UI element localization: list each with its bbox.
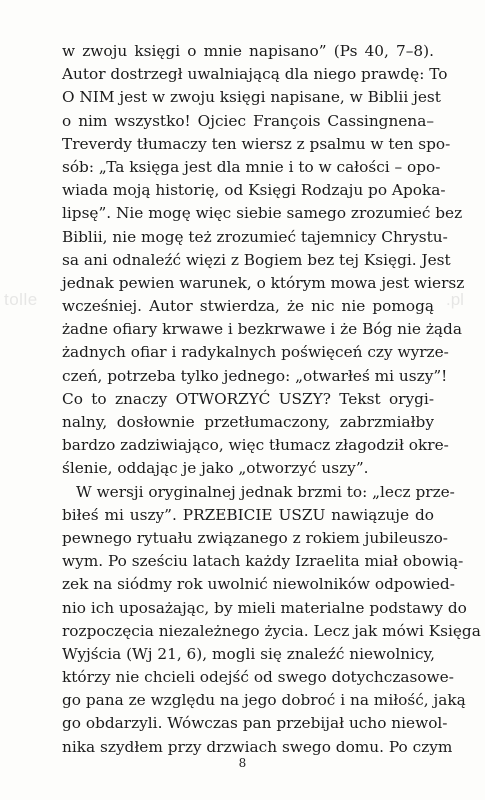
page-number: 8 — [238, 756, 247, 770]
text-line: żadne ofiary krwawe i bezkrwawe i że Bóg nie żąda — [62, 320, 462, 339]
text-line: bardzo zadziwiająco, więc tłumacz złagodził okre- — [62, 436, 449, 455]
text-line: go pana ze względu na jego dobroć i na miłość, jaką — [62, 691, 466, 710]
text-line: jednak pewien warunek, o którym mowa jest wiersz — [62, 273, 465, 292]
text-line: lipsę”. Nie mogę więc siebie samego zrozumieć bez — [62, 204, 463, 223]
text-line: pewnego rytuału związanego z rokiem jubileuszo- — [62, 528, 448, 547]
paragraph-2 — [62, 481, 481, 759]
text-line: W wersji oryginalnej jednak brzmi to: „lecz prze- — [76, 482, 455, 501]
text-line: którzy nie chcieli odejść od swego dotychczasowe- — [62, 668, 454, 687]
text-line: nalny, dosłownie przetłumaczony, zabrzmiałby — [62, 413, 434, 431]
text-line: Biblii, nie mogę też zrozumieć tajemnicy Chrystu- — [62, 227, 448, 246]
text-line: o nim wszystko! Ojciec François Cassingnena– — [62, 111, 434, 130]
text-line: O NIM jest w zwoju księgi napisane, w Biblii jest — [62, 88, 441, 107]
text-line: żadnych ofiar i radykalnych poświęceń czy wyrze- — [62, 343, 449, 362]
text-line: rozpoczęcia niezależnego życia. Lecz jak mówi Księga — [62, 621, 481, 640]
text-line: sób: „Ta księga jest dla mnie i to w całości – opo- — [62, 157, 441, 176]
watermark-right: .pl — [446, 290, 464, 309]
text-line: nio ich uposażając, by mieli materialne podstawy do — [62, 598, 467, 617]
text-line: Autor dostrzegł uwalniającą dla niego prawdę: To — [62, 65, 448, 84]
text-line: czeń, potrzeba tylko jednego: „otwarłeś mi uszy”! — [62, 366, 448, 385]
text-line: wym. Po sześciu latach każdy Izraelita miał obowią- — [62, 552, 464, 571]
text-line: go obdarzyli. Wówczas pan przebijał ucho niewol- — [62, 714, 448, 733]
text-line: w zwoju księgi o mnie napisano” (Ps 40, 7–8). — [62, 42, 434, 60]
text-line: Co to znaczy OTWORZYĆ USZY? Tekst orygi- — [62, 389, 434, 408]
text-line: Treverdy tłumaczy ten wiersz z psalmu w ten spo- — [62, 134, 451, 153]
text-line: sa ani odnaleźć więzi z Bogiem bez tej Księgi. Jest — [62, 250, 451, 269]
text-line: wcześniej. Autor stwierdza, że nic nie pomogą — [62, 297, 434, 316]
text-line: ślenie, oddając je jako „otworzyć uszy”. — [62, 459, 369, 478]
text-line: biłeś mi uszy”. PRZEBICIE USZU nawiązuje do — [62, 505, 434, 524]
text-line: nika szydłem przy drzwiach swego domu. Po czym — [62, 737, 453, 756]
text-line: Wyjścia (Wj 21, 6), mogli się znaleźć niewolnicy, — [62, 644, 436, 663]
text-line: zek na siódmy rok uwolnić niewolników odpowied- — [62, 575, 455, 594]
text-line: wiada moją historię, od Księgi Rodzaju po Apoka- — [62, 181, 446, 200]
watermark-left: tolle — [4, 290, 38, 309]
